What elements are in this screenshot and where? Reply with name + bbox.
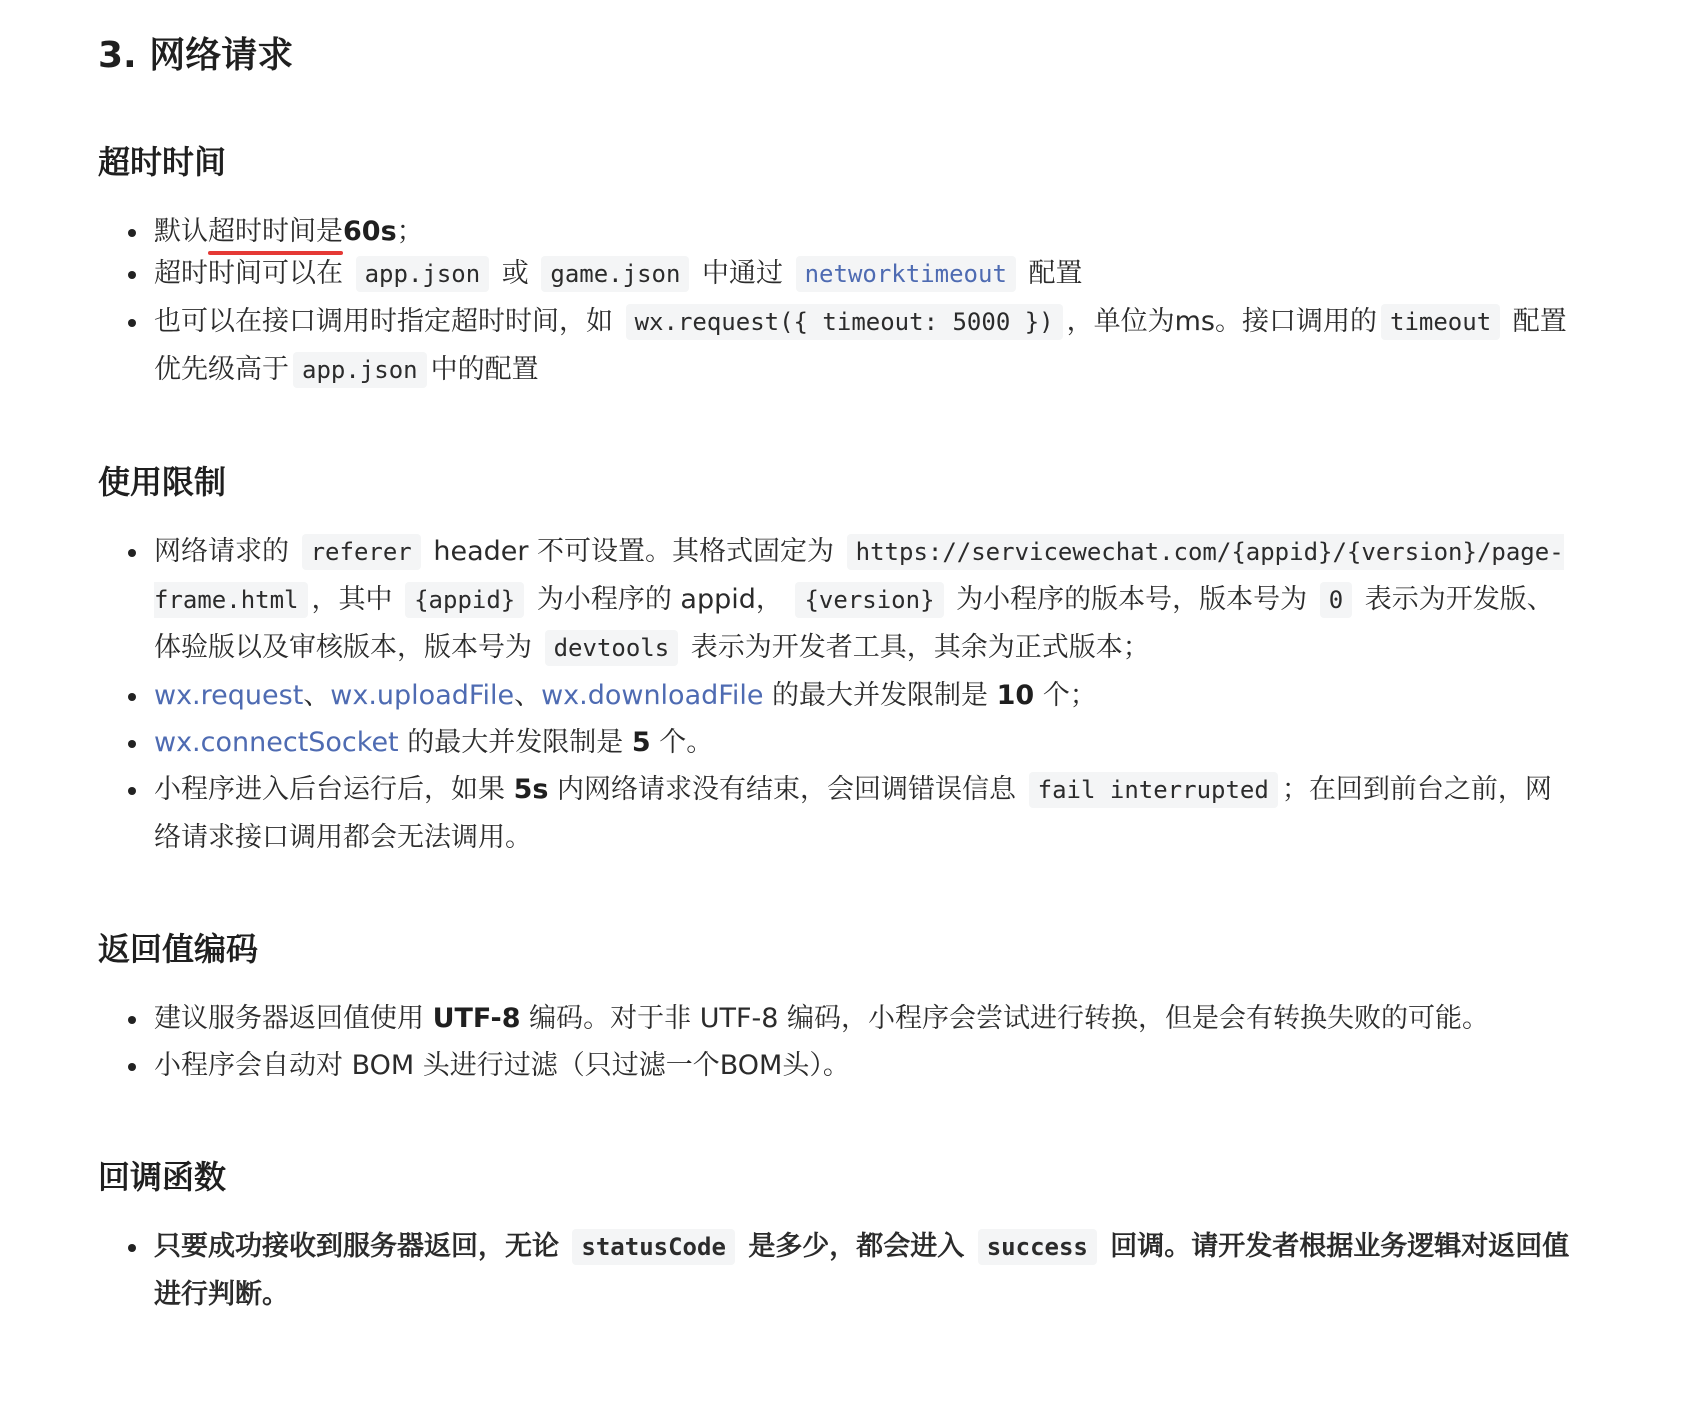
code-appid: {appid}: [405, 582, 524, 618]
text: 回调。请开发者根据业务逻辑对返回值进行判断。: [154, 1231, 1570, 1310]
callback-list: [98, 1223, 1578, 1318]
text: 为小程序的版本号，版本号为: [956, 584, 1308, 615]
code-fail-interrupted: fail interrupted: [1029, 772, 1278, 808]
section-title-callback: 回调函数: [98, 1158, 227, 1196]
code-wx-request: wx.request({ timeout: 5000 }): [626, 304, 1063, 340]
text: 或: [501, 258, 529, 289]
text: 只要成功接收到服务器返回，无论: [154, 1231, 559, 1262]
separator: 、: [514, 680, 542, 711]
text: ；: [396, 216, 424, 247]
document: [98, 26, 1578, 1318]
encoding-list: [98, 995, 1578, 1089]
text: 小程序进入后台运行后，如果: [154, 774, 505, 805]
link-wx-request[interactable]: wx.request: [154, 680, 304, 711]
timeout-list: [98, 208, 1578, 394]
link-wx-downloadfile[interactable]: wx.downloadFile: [541, 680, 764, 711]
list-item: [154, 766, 1578, 861]
text: ，其中: [311, 584, 393, 615]
highlighted-text: 超时时间是: [208, 216, 343, 247]
code-app-json: app.json: [356, 256, 490, 292]
list-item: [154, 528, 1578, 672]
text: 也可以在接口调用时指定超时时间，如: [154, 306, 613, 337]
text: 小程序会自动对 BOM 头进行过滤（只过滤一个BOM头）。: [154, 1050, 850, 1081]
bold-text: 10: [996, 680, 1035, 711]
page-title: 3. 网络请求: [98, 35, 294, 76]
list-item: [154, 719, 1578, 766]
bold-text: 60s: [343, 216, 397, 247]
text: 个。: [659, 727, 714, 758]
code-referer: referer: [302, 534, 421, 570]
bold-text: 5: [631, 727, 651, 758]
link-wx-connectsocket[interactable]: wx.connectSocket: [154, 727, 399, 758]
text: 中的配置: [430, 354, 539, 385]
code-url: https://servicewechat.com/{appid}/{version}/page-frame.html: [154, 534, 1564, 618]
text: 表示为开发者工具，其余为正式版本；: [690, 632, 1150, 663]
text: ，单位为ms。接口调用的: [1066, 306, 1377, 337]
code-devtools: devtools: [545, 630, 679, 666]
text: 配置: [1028, 258, 1083, 289]
code-statuscode: statusCode: [572, 1229, 735, 1265]
code-timeout: timeout: [1381, 304, 1500, 340]
text: 网络请求的: [154, 536, 289, 567]
text: 编码。对于非 UTF-8 编码，小程序会尝试进行转换，但是会有转换失败的可能。: [529, 1003, 1490, 1034]
text: 是多少，都会进入: [748, 1231, 965, 1262]
text: 表示为开发版、体验版以及审核版本，版本号为: [154, 584, 1554, 663]
text: 超时时间可以在: [154, 258, 343, 289]
text: ；在回到前台之前，网络请求接口调用都会无法调用。: [154, 774, 1552, 853]
limits-list: [98, 528, 1578, 861]
text: 为小程序的 appid，: [536, 584, 783, 615]
list-item: [154, 250, 1578, 298]
separator: 、: [303, 680, 331, 711]
link-wx-uploadfile[interactable]: wx.uploadFile: [330, 680, 515, 711]
section-title-encoding: 返回值编码: [98, 930, 259, 968]
list-item: [154, 1223, 1578, 1318]
list-item: [154, 672, 1578, 719]
link-networktimeout[interactable]: networktimeout: [796, 256, 1016, 292]
text: 配置优先级高于: [154, 306, 1567, 385]
code-version: {version}: [795, 582, 943, 618]
code-app-json: app.json: [293, 352, 427, 388]
list-item: [154, 208, 1578, 255]
text: 中通过: [702, 258, 784, 289]
bold-text: UTF-8: [432, 1003, 521, 1034]
code-zero: 0: [1320, 582, 1352, 618]
section-title-limits: 使用限制: [98, 463, 227, 501]
bold-text: 5s: [513, 774, 549, 805]
text: 内网络请求没有结束，会回调错误信息: [557, 774, 1017, 805]
code-success: success: [978, 1229, 1097, 1265]
text: header 不可设置。其格式固定为: [433, 536, 835, 567]
text: 的最大并发限制是: [772, 680, 989, 711]
text: 的最大并发限制是: [407, 727, 624, 758]
text: 个；: [1042, 680, 1097, 711]
list-item: [154, 995, 1578, 1042]
list-item: [154, 298, 1578, 394]
list-item: [154, 1042, 1578, 1089]
code-game-json: game.json: [541, 256, 689, 292]
text: 默认: [154, 216, 208, 247]
text: 建议服务器返回值使用: [154, 1003, 424, 1034]
section-title-timeout: 超时时间: [98, 143, 227, 181]
